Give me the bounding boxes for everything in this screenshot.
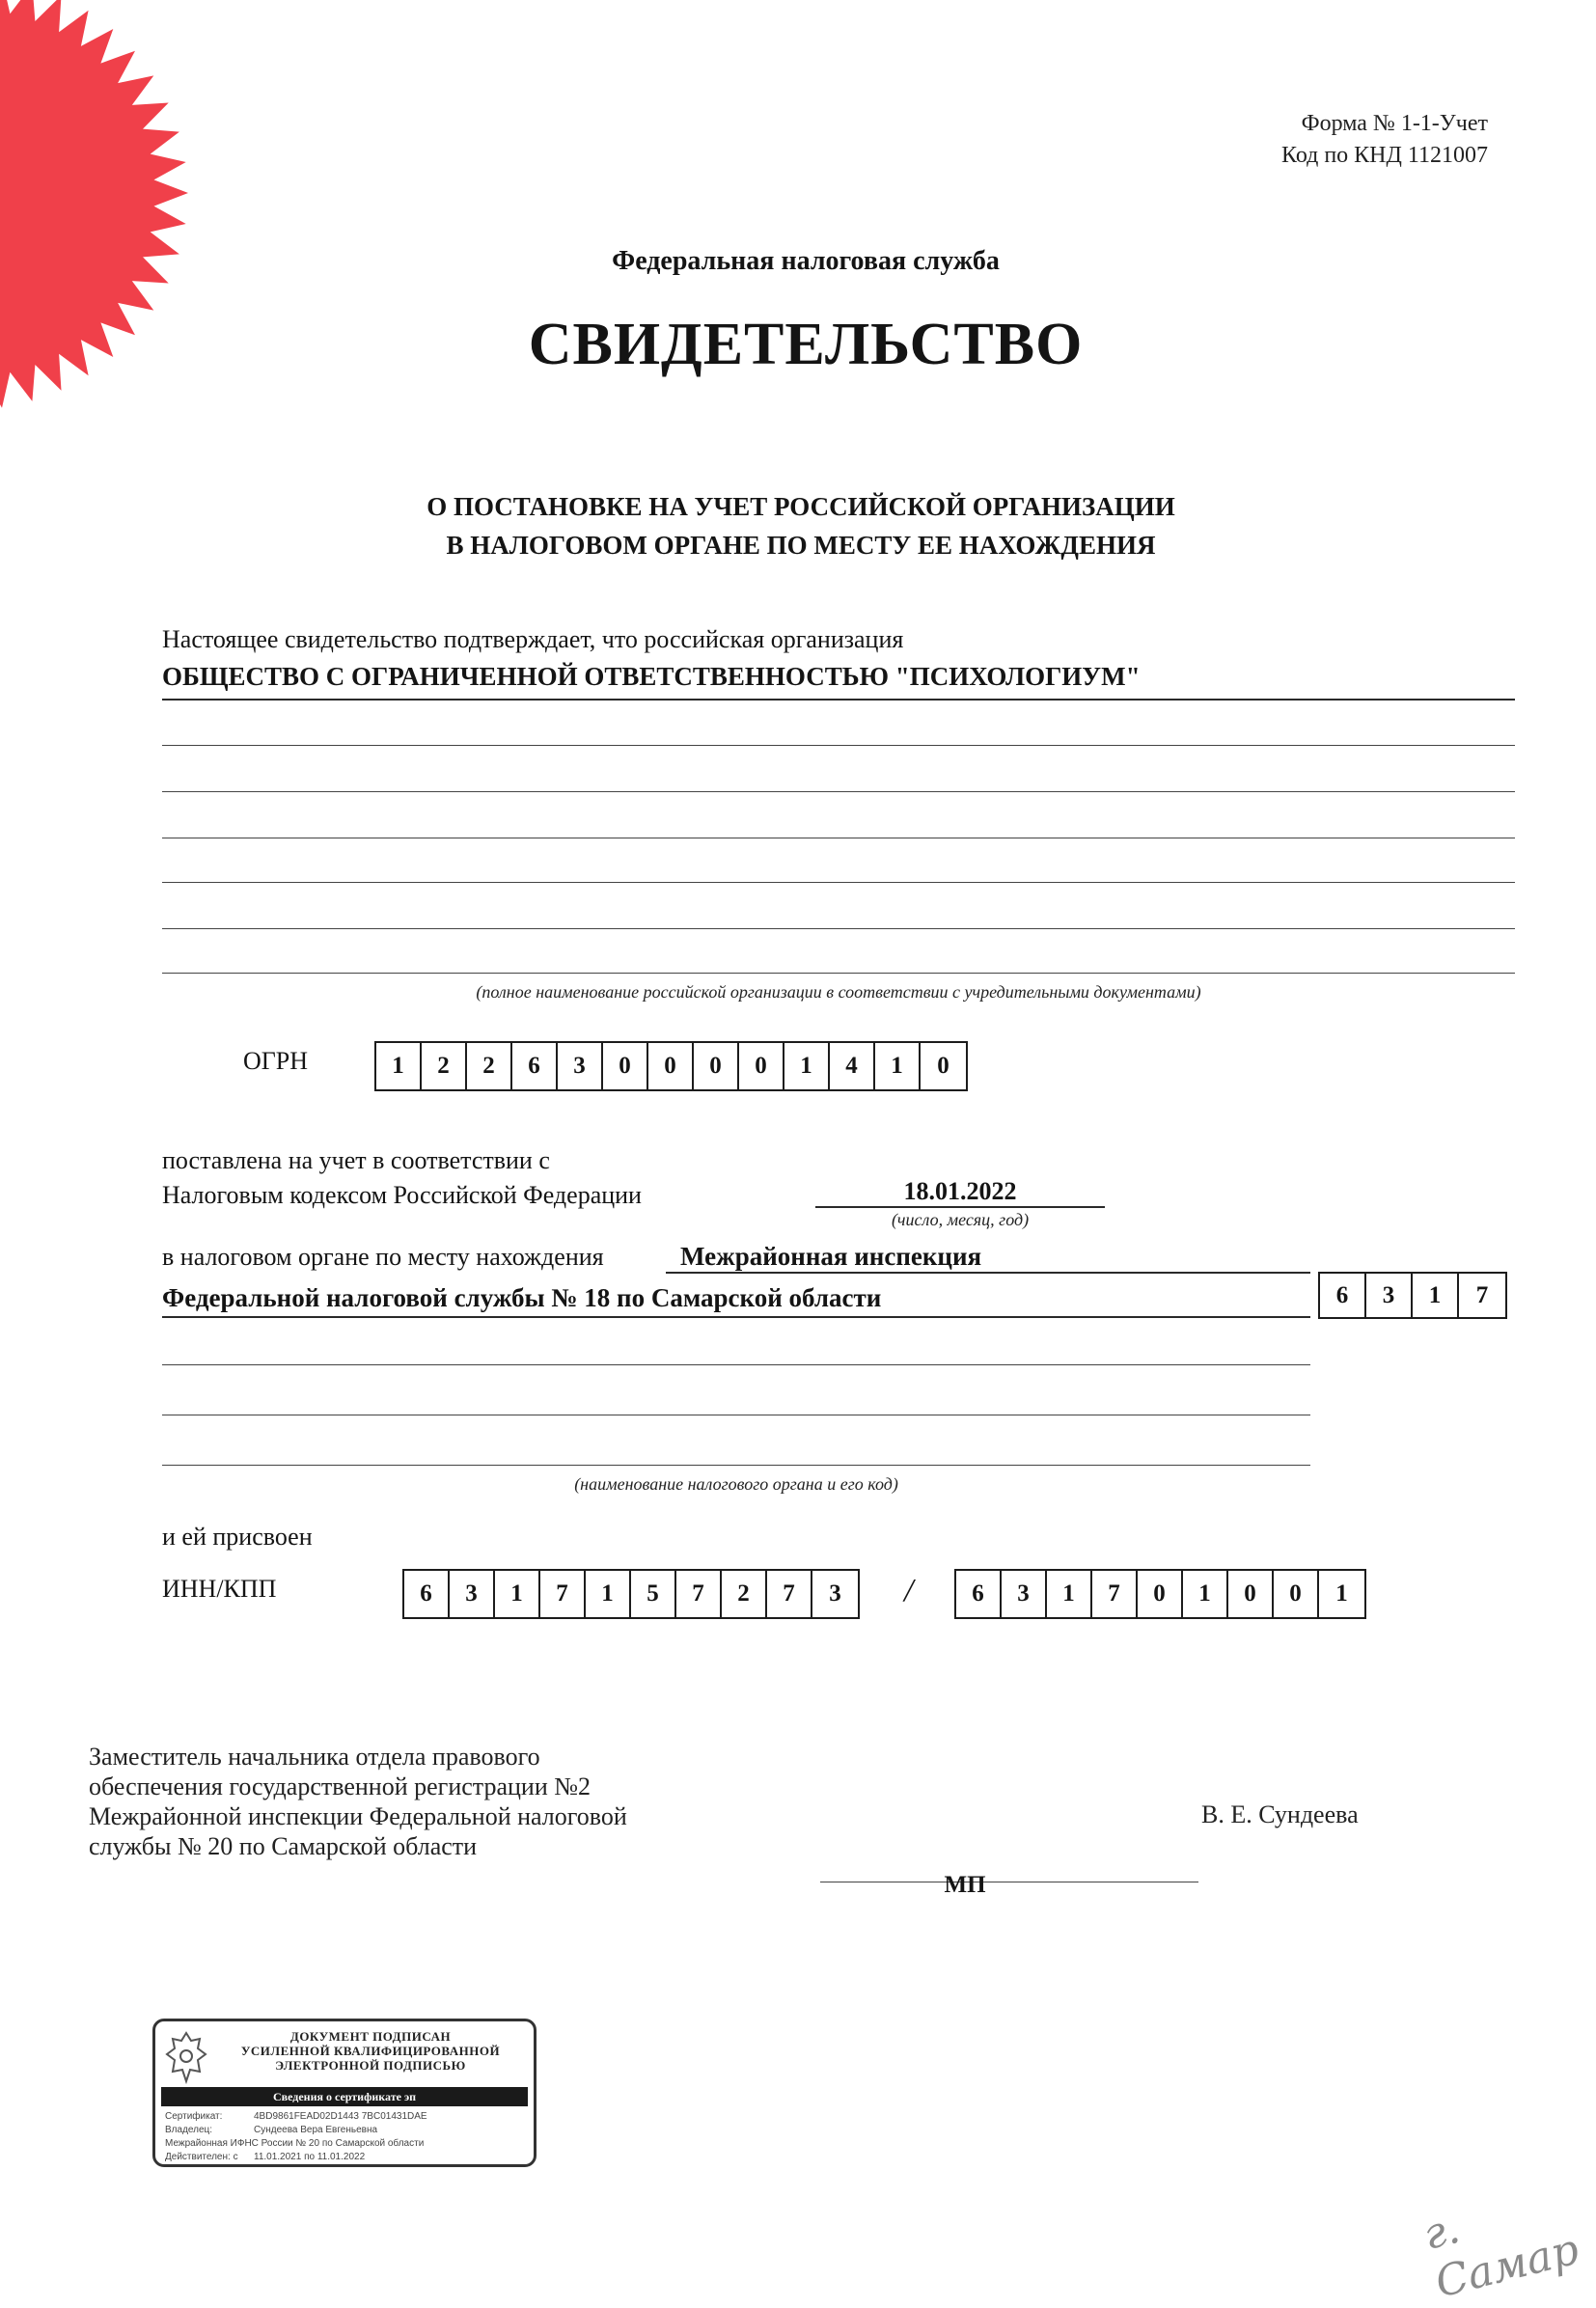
- agency-name: Федеральная налоговая служба: [612, 246, 1000, 276]
- coat-of-arms-icon: [161, 2029, 211, 2087]
- date-caption: (число, месяц, год): [891, 1210, 1030, 1229]
- e-signature-title-line: ЭЛЕКТРОННОЙ ПОДПИСЬЮ: [275, 2058, 466, 2073]
- digit-cell: 6: [956, 1571, 1002, 1617]
- e-signature-row: [165, 2152, 365, 2162]
- kpp-cells: [954, 1569, 1366, 1619]
- subtitle-line-1: О ПОСТАНОВКЕ НА УЧЕТ РОССИЙСКОЙ ОРГАНИЗАЦИИ: [427, 492, 1175, 521]
- tax-authority-lead: в налоговом органе по месту нахождения: [162, 1243, 604, 1271]
- digit-cell: 0: [694, 1043, 739, 1089]
- digit-cell: 0: [648, 1043, 694, 1089]
- digit-cell: 6: [1320, 1274, 1366, 1317]
- digit-cell: 1: [875, 1043, 921, 1089]
- e-signature-stamp: [152, 2019, 537, 2167]
- row-value: Сундеева Вера Евгеньевна: [254, 2125, 378, 2135]
- subtitle-line-2: В НАЛОГОВОМ ОРГАНЕ ПО МЕСТУ ЕЕ НАХОЖДЕНИЯ: [446, 531, 1156, 560]
- digit-cell: 5: [631, 1571, 676, 1617]
- digit-cell: 0: [1228, 1571, 1274, 1617]
- digit-cell: 3: [1366, 1274, 1413, 1317]
- digit-cell: 0: [739, 1043, 784, 1089]
- digit-cell: 1: [1335, 1580, 1348, 1607]
- e-signature-row: [165, 2138, 424, 2149]
- org-name-line-7: [162, 973, 1515, 974]
- row-key: Сертификат:: [165, 2111, 223, 2122]
- tax-authority-line-5: [162, 1465, 1310, 1466]
- registration-line-2: Налоговым кодексом Российской Федерации: [162, 1181, 642, 1209]
- intro-text: Настоящее свидетельство подтверждает, что российская организация: [162, 625, 904, 653]
- digit-cell: 7: [767, 1571, 812, 1617]
- digit-cell: 0: [1274, 1571, 1319, 1617]
- tax-authority-code-cells: [1318, 1272, 1507, 1319]
- digit-cell: 4: [830, 1043, 875, 1089]
- digit-cell: 3: [450, 1571, 495, 1617]
- signatory-position: [89, 1742, 627, 1861]
- digit-cell: 3: [1002, 1571, 1047, 1617]
- digit-cell: 3: [558, 1043, 603, 1089]
- digit-cell: 7: [676, 1571, 722, 1617]
- org-name-caption: (полное наименование российской организации в соответствии с учредительными документами): [476, 982, 1201, 1002]
- digit-cell: 0: [1138, 1571, 1183, 1617]
- tax-authority-line-2: [162, 1316, 1310, 1318]
- digit-cell: 0: [603, 1043, 648, 1089]
- registration-date: 18.01.2022: [903, 1177, 1017, 1205]
- digit-cell: 1: [495, 1571, 540, 1617]
- tax-authority-name-2: Федеральной налоговой службы № 18 по Самарской области: [162, 1283, 882, 1312]
- red-seal-stamp: [0, 0, 193, 425]
- registration-line-1: поставлена на учет в соответствии с: [162, 1146, 550, 1174]
- e-signature-bar: Сведения о сертификате эп: [161, 2087, 528, 2106]
- signatory-name: В. Е. Сундеева: [1201, 1800, 1359, 1828]
- date-line: [815, 1206, 1105, 1208]
- inn-cells: [402, 1569, 860, 1619]
- org-name-line-2: [162, 745, 1515, 746]
- digit-cell: 7: [1092, 1571, 1138, 1617]
- e-signature-title: [211, 2029, 530, 2073]
- signatory-position-line: Заместитель начальника отдела правового: [89, 1743, 540, 1771]
- digit-cell: 2: [422, 1043, 467, 1089]
- digit-cell: 1: [1047, 1571, 1092, 1617]
- ogrn-cells: [374, 1041, 968, 1091]
- digit-cell: 1: [376, 1043, 422, 1089]
- digit-cell: 1: [784, 1043, 830, 1089]
- row-value: 11.01.2021 по 11.01.2022: [254, 2152, 366, 2162]
- org-name-line-1: [162, 699, 1515, 701]
- inn-kpp-label: ИНН/КПП: [162, 1575, 277, 1603]
- e-signature-row: [165, 2125, 377, 2135]
- e-signature-title-line: УСИЛЕННОЙ КВАЛИФИЦИРОВАННОЙ: [240, 2044, 501, 2058]
- form-number: Форма № 1-1-Учет: [1301, 111, 1488, 136]
- form-code-block: [1281, 108, 1488, 172]
- document-subtitle: [270, 487, 1332, 564]
- row-key: Владелец:: [165, 2125, 213, 2135]
- row-key: Действителен: с: [165, 2152, 238, 2162]
- signatory-position-line: Межрайонной инспекции Федеральной налоговой: [89, 1802, 627, 1830]
- tax-authority-caption: (наименование налогового органа и его код): [574, 1474, 898, 1494]
- digit-cell: 2: [722, 1571, 767, 1617]
- row-key: Межрайонная ИФНС России № 20 по Самарской области: [165, 2138, 425, 2149]
- e-signature-row: [165, 2111, 427, 2122]
- digit-cell: 6: [404, 1571, 450, 1617]
- digit-cell: 7: [540, 1571, 586, 1617]
- tax-authority-name-1: Межрайонная инспекция: [680, 1242, 982, 1271]
- inn-kpp-separator: /: [904, 1573, 914, 1608]
- tax-authority-line-1: [666, 1272, 1310, 1274]
- org-name-line-3: [162, 791, 1515, 792]
- digit-cell: 1: [1413, 1274, 1459, 1317]
- digit-cell: 7: [1475, 1281, 1489, 1308]
- assigned-text: и ей присвоен: [162, 1523, 313, 1551]
- handwritten-note: г. Самар: [1418, 2203, 1584, 2308]
- document-title: СВИДЕТЕЛЬСТВО: [528, 312, 1084, 377]
- digit-cell: 2: [467, 1043, 512, 1089]
- signatory-position-line: обеспечения государственной регистрации №2: [89, 1772, 592, 1800]
- e-signature-title-line: ДОКУМЕНТ ПОДПИСАН: [289, 2029, 452, 2044]
- knd-code: Код по КНД 1121007: [1281, 143, 1488, 168]
- ogrn-label: ОГРН: [243, 1047, 309, 1075]
- signatory-position-line: службы № 20 по Самарской области: [89, 1832, 478, 1860]
- digit-cell: 6: [512, 1043, 558, 1089]
- org-name-line-5: [162, 882, 1515, 883]
- digit-cell: 0: [937, 1053, 949, 1079]
- digit-cell: 1: [1183, 1571, 1228, 1617]
- tax-authority-line-3: [162, 1364, 1310, 1365]
- stamp-mark: МП: [944, 1872, 986, 1898]
- organization-name: ОБЩЕСТВО С ОГРАНИЧЕННОЙ ОТВЕТСТВЕННОСТЬЮ "ПСИХОЛОГИУМ": [162, 662, 1141, 691]
- digit-cell: 1: [586, 1571, 631, 1617]
- digit-cell: 3: [829, 1580, 841, 1607]
- row-value: 4BD9861FEAD02D1443 7BC01431DAE: [254, 2111, 427, 2122]
- org-name-line-6: [162, 928, 1515, 929]
